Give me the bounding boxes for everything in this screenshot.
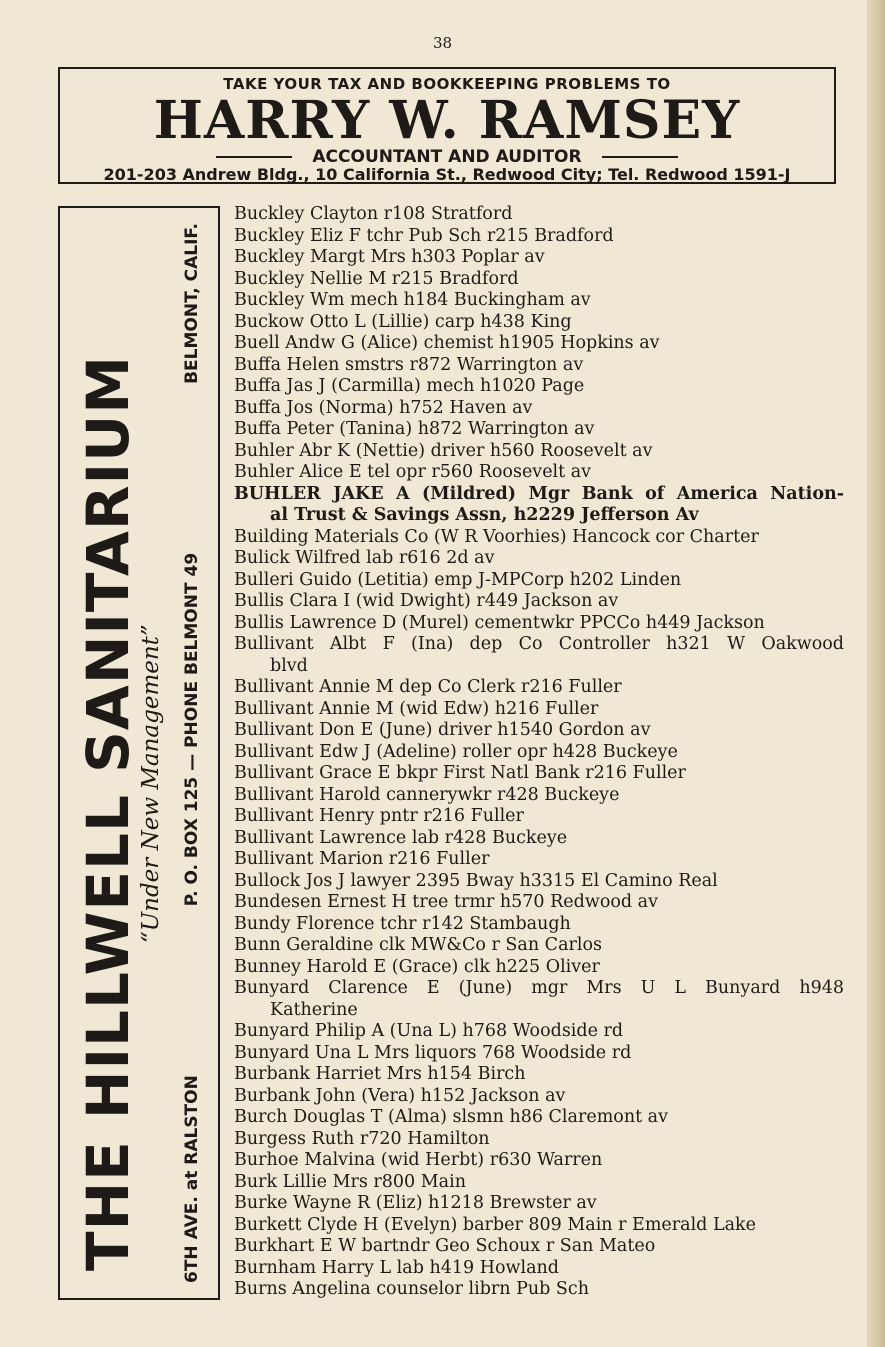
directory-entry	[234, 1215, 844, 1237]
directory-entry	[234, 591, 844, 613]
entry-line: Building Materials Co (W R Voorhies) Hancock cor Charter	[234, 526, 759, 547]
entry-line: Buffa Helen smstrs r872 Warrington av	[234, 354, 584, 375]
entry-continuation: Katherine	[270, 999, 358, 1020]
entry-continuation: blvd	[270, 655, 308, 676]
entry-line: Buffa Jas J (Carmilla) mech h1020 Page	[234, 376, 585, 396]
entry-line: Bunney Harold E (Grace) clk h225 Oliver	[234, 956, 600, 977]
entry-line: Bunyard Una L Mrs liquors 768 Woodside rd	[234, 1042, 632, 1063]
entry-line: Burhoe Malvina (wid Herbt) r630 Warren	[234, 1150, 603, 1170]
ad-title-row	[60, 147, 834, 167]
entry-line: BUHLER JAKE A (Mildred) Mgr Bank of America Nation-	[234, 483, 844, 504]
directory-entry	[234, 570, 844, 592]
directory-entry	[234, 290, 844, 312]
entry-line: Bullivant Harold cannerywkr r428 Buckeye	[234, 784, 620, 805]
entry-line: Bullivant Annie M (wid Edw) h216 Fuller	[234, 698, 599, 719]
directory-entry	[234, 484, 844, 527]
directory-entry	[234, 806, 844, 828]
entry-line: Bullivant Edw J (Adeline) roller opr h428 Buckeye	[234, 741, 678, 762]
entry-line: Burns Angelina counselor librn Pub Sch	[234, 1279, 589, 1299]
directory-entry	[234, 763, 844, 785]
directory-entry	[234, 1236, 844, 1258]
directory-entry	[234, 1043, 844, 1065]
page-edge	[867, 0, 885, 1347]
entry-line: Bulick Wilfred lab r616 2d av	[234, 548, 495, 568]
directory-entry	[234, 1107, 844, 1129]
ad-rule-left	[216, 156, 292, 158]
ad-title: ACCOUNTANT AND AUDITOR	[312, 147, 582, 167]
sanitarium-ad-content	[64, 213, 214, 1293]
directory-entry	[234, 935, 844, 957]
entry-line: Burbank Harriet Mrs h154 Birch	[234, 1064, 526, 1084]
directory-entry	[234, 892, 844, 914]
entry-line: Burbank John (Vera) h152 Jackson av	[234, 1085, 566, 1106]
directory-entry	[234, 548, 844, 570]
entry-line: Burgess Ruth r720 Hamilton	[234, 1128, 490, 1149]
directory-entry	[234, 204, 844, 226]
sanitarium-location-left: 6TH AVE. at RALSTON	[182, 1075, 202, 1283]
directory-entry	[234, 828, 844, 850]
directory-entry	[234, 1129, 844, 1151]
directory-entry	[234, 376, 844, 398]
sanitarium-advertisement	[58, 206, 220, 1300]
sanitarium-footer	[182, 213, 212, 1293]
directory-entry	[234, 333, 844, 355]
sanitarium-name: THE HILLWELL SANITARIUM	[74, 355, 142, 1271]
ad-address: 201-203 Andrew Bldg., 10 California St., Redwood City; Tel. Redwood 1591-J	[103, 165, 791, 184]
directory-entry	[234, 785, 844, 807]
directory-entry	[234, 247, 844, 269]
entry-line: Buckley Wm mech h184 Buckingham av	[234, 290, 591, 310]
entry-line: Bundesen Ernest H tree trmr h570 Redwood av	[234, 892, 658, 912]
directory-entry	[234, 978, 844, 1021]
entry-line: Burk Lillie Mrs r800 Main	[234, 1171, 466, 1192]
directory-entry	[234, 355, 844, 377]
entry-continuation: al Trust & Savings Assn, h2229 Jefferson Av	[270, 505, 699, 525]
page-number: 38	[432, 34, 453, 52]
entry-line: Buell Andw G (Alice) chemist h1905 Hopkins av	[234, 333, 660, 353]
directory-entry	[234, 849, 844, 871]
entry-line: Bunyard Clarence E (June) mgr Mrs U L Bunyard h948	[234, 978, 844, 998]
entry-line: Bullivant Annie M dep Co Clerk r216 Fuller	[234, 677, 622, 697]
directory-entry	[234, 419, 844, 441]
entry-line: Buckow Otto L (Lillie) carp h438 King	[234, 311, 572, 332]
sanitarium-subtitle: “Under New Management”	[138, 624, 164, 943]
entry-line: Bullivant Lawrence lab r428 Buckeye	[234, 827, 568, 848]
directory-entry	[234, 914, 844, 936]
directory-entry	[234, 871, 844, 893]
ad-name: HARRY W. RAMSEY	[153, 90, 741, 151]
sanitarium-location-right: BELMONT, CALIF.	[182, 223, 202, 384]
directory-listing	[234, 204, 844, 1301]
directory-entry	[234, 1086, 844, 1108]
entry-line: Bullis Lawrence D (Murel) cementwkr PPCCo h449 Jackson	[234, 612, 765, 633]
directory-entry	[234, 1193, 844, 1215]
entry-line: Bullivant Marion r216 Fuller	[234, 849, 490, 869]
entry-line: Burkhart E W bartndr Geo Schoux r San Mateo	[234, 1236, 656, 1256]
directory-entry	[234, 1172, 844, 1194]
directory-entry	[234, 1064, 844, 1086]
entry-line: Bullivant Don E (June) driver h1540 Gordon av	[234, 720, 651, 740]
entry-line: Bundy Florence tchr r142 Stambaugh	[234, 913, 571, 934]
directory-entry	[234, 269, 844, 291]
directory-entry	[234, 720, 844, 742]
directory-entry	[234, 1258, 844, 1280]
directory-entry	[234, 312, 844, 334]
entry-line: Bullivant Albt F (Ina) dep Co Controller h321 W Oakwood	[234, 634, 844, 654]
directory-entry	[234, 699, 844, 721]
directory-entry	[234, 527, 844, 549]
directory-entry	[234, 677, 844, 699]
entry-line: Burnham Harry L lab h419 Howland	[234, 1257, 559, 1278]
entry-line: Bunyard Philip A (Una L) h768 Woodside rd	[234, 1021, 624, 1041]
directory-entry	[234, 441, 844, 463]
entry-line: Bullivant Grace E bkpr First Natl Bank r216 Fuller	[234, 763, 686, 783]
directory-entry	[234, 226, 844, 248]
directory-entry	[234, 613, 844, 635]
directory-entry	[234, 398, 844, 420]
directory-entry	[234, 957, 844, 979]
ad-tagline: TAKE YOUR TAX AND BOOKKEEPING PROBLEMS TO	[223, 75, 671, 93]
directory-entry	[234, 742, 844, 764]
entry-line: Burke Wayne R (Eliz) h1218 Brewster av	[234, 1193, 597, 1213]
directory-entry	[234, 634, 844, 677]
entry-line: Buckley Nellie M r215 Bradford	[234, 268, 519, 289]
entry-line: Burkett Clyde H (Evelyn) barber 809 Main r Emerald Lake	[234, 1214, 756, 1235]
directory-entry	[234, 1150, 844, 1172]
ramsey-advertisement	[58, 67, 836, 184]
entry-line: Buckley Clayton r108 Stratford	[234, 204, 513, 224]
entry-line: Buhler Alice E tel opr r560 Roosevelt av	[234, 462, 592, 482]
entry-line: Bulleri Guido (Letitia) emp J-MPCorp h202 Linden	[234, 569, 682, 590]
entry-line: Bunn Geraldine clk MW&Co r San Carlos	[234, 935, 602, 955]
entry-line: Bullis Clara I (wid Dwight) r449 Jackson av	[234, 591, 619, 611]
entry-line: Buffa Jos (Norma) h752 Haven av	[234, 397, 533, 418]
sanitarium-contact: P. O. BOX 125 — PHONE BELMONT 49	[182, 552, 202, 907]
entry-line: Bullivant Henry pntr r216 Fuller	[234, 806, 524, 826]
entry-line: Bullock Jos J lawyer 2395 Bway h3315 El Camino Real	[234, 870, 718, 891]
ad-rule-right	[602, 156, 678, 158]
directory-entry	[234, 462, 844, 484]
entry-line: Buhler Abr K (Nettie) driver h560 Roosevelt av	[234, 440, 653, 461]
directory-entry	[234, 1279, 844, 1301]
entry-line: Buckley Eliz F tchr Pub Sch r215 Bradford	[234, 225, 614, 246]
entry-line: Buckley Margt Mrs h303 Poplar av	[234, 247, 545, 267]
directory-entry	[234, 1021, 844, 1043]
entry-line: Buffa Peter (Tanina) h872 Warrington av	[234, 419, 595, 439]
entry-line: Burch Douglas T (Alma) slsmn h86 Claremont av	[234, 1107, 669, 1127]
